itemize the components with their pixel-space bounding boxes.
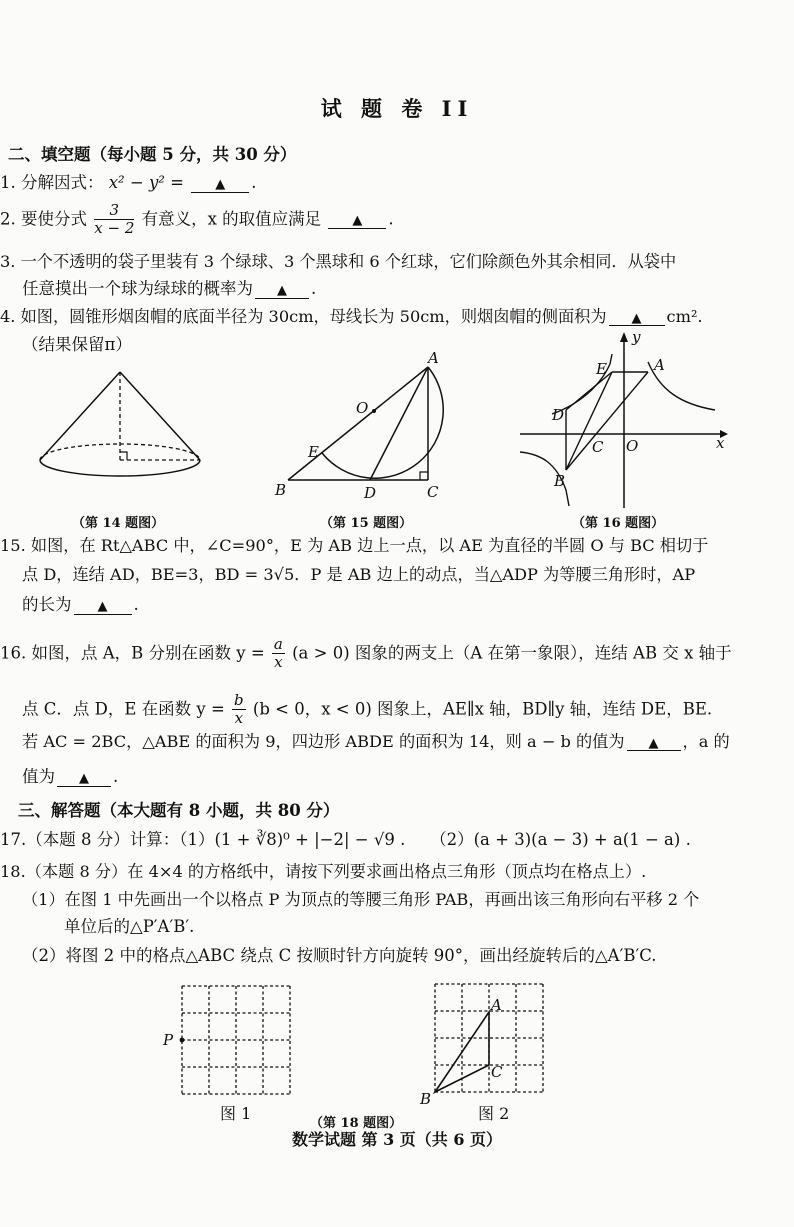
- q15-end: .: [133, 595, 139, 614]
- figure-16-caption: （第 16 题图）: [572, 516, 665, 531]
- blank-triangle-icon: ▲: [277, 283, 287, 298]
- fig15-label-C: C: [427, 483, 439, 501]
- fig16-label-y: y: [632, 328, 641, 346]
- blank-triangle-icon: ▲: [79, 771, 89, 786]
- q16-answer-blank-2: [57, 769, 111, 787]
- question-15-line1: 15. 如图，在 Rt△ABC 中，∠C=90°，E 为 AB 边上一点，以 AE 为直径的半圆 O 与 BC 相切于: [0, 536, 709, 555]
- blank-triangle-icon: ▲: [97, 599, 108, 614]
- fig18-label-C: C: [491, 1063, 503, 1081]
- question-16-line1: [0, 636, 732, 672]
- q16-text-3-end: ，a 的: [682, 732, 730, 751]
- figure-18-grid-2: [415, 980, 555, 1108]
- question-18-part1b: 单位后的△P′A′B′.: [64, 917, 195, 936]
- q15-answer-blank: [74, 597, 132, 615]
- figure-14-cone: [30, 360, 210, 500]
- q12-denominator: x − 2: [94, 219, 135, 238]
- q16-fraction-a: [272, 636, 285, 672]
- fig16-label-O: O: [626, 437, 639, 455]
- fig18-label-P: P: [163, 1031, 174, 1049]
- question-18-part2: （2）将图 2 中的格点△ABC 绕点 C 按顺时针方向旋转 90°，画出经旋转后的△A′B′C.: [22, 946, 657, 965]
- q16-fraction-b-numerator: b: [234, 691, 244, 709]
- q16-prefix: 16. 如图，点 A，B 分别在函数 y =: [0, 643, 265, 663]
- figure-18-grid-1: [160, 980, 300, 1098]
- figure-14-caption: （第 14 题图）: [72, 516, 165, 531]
- fig15-label-O: O: [356, 399, 369, 417]
- q11-prefix: 1. 分解因式：: [0, 173, 104, 192]
- fig16-label-D: D: [552, 406, 565, 424]
- question-16-line3: [22, 734, 730, 751]
- q14-answer-blank: [609, 309, 665, 326]
- fig16-label-A: A: [654, 356, 665, 374]
- question-17: 17.（本题 8 分）计算：（1）(1 + ∛8)⁰ + |−2| − √9 . （2）(a + 3)(a − 3) + a(1 − a) .: [0, 830, 691, 849]
- fig16-label-E: E: [596, 360, 607, 378]
- blank-triangle-icon: ▲: [648, 736, 659, 751]
- q11-expression: x² − y² =: [108, 173, 184, 192]
- figure-18-grid-2-caption: 图 2: [478, 1104, 510, 1123]
- q16-fraction-b-denominator: x: [234, 709, 244, 728]
- fig16-label-x: x: [716, 434, 725, 452]
- question-15-line2: 点 D，连结 AD，BE=3，BD = 3√5．P 是 AB 边上的动点，当△ADP 为等腰三角形时，AP: [22, 565, 696, 584]
- q16-fraction-a-denominator: x: [274, 653, 283, 672]
- question-12: [0, 202, 394, 238]
- fig16-label-B: B: [554, 472, 566, 490]
- q12-fraction: [94, 202, 134, 238]
- section-2-heading: 二、填空题（每小题 5 分，共 30 分）: [8, 145, 297, 164]
- q15-text: 的长为: [22, 595, 72, 614]
- blank-triangle-icon: ▲: [352, 213, 363, 229]
- fig15-label-E: E: [308, 443, 319, 461]
- question-18-line1: 18.（本题 8 分）在 4×4 的方格纸中，请按下列要求画出格点三角形（顶点均在格点上）.: [0, 862, 647, 881]
- q12-prefix: 2. 要使分式: [0, 209, 87, 229]
- section-3-heading: 三、解答题（本大题有 8 小题，共 80 分）: [18, 801, 340, 820]
- fig18-label-A: A: [491, 996, 502, 1014]
- q11-answer-blank: [191, 175, 249, 193]
- figure-15-semicircle: [270, 345, 470, 505]
- question-11: [0, 175, 257, 193]
- page-title: 试 题 卷 II: [320, 96, 474, 121]
- question-16-line2: [22, 692, 712, 728]
- q16-end: .: [113, 767, 119, 786]
- q16-text-4: 值为: [22, 767, 55, 786]
- q16-fraction-a-numerator: a: [273, 635, 283, 653]
- figure-18-caption: （第 18 题图）: [310, 1116, 403, 1131]
- question-15-line3: [22, 597, 139, 615]
- q16-text-1: (a > 0) 图象的两支上（A 在第一象限），连结 AB 交 x 轴于: [292, 643, 732, 663]
- q16-answer-blank-1: [627, 734, 681, 751]
- fig15-label-D: D: [364, 484, 377, 502]
- question-13-line2: [22, 281, 316, 299]
- figure-16-graph: [520, 330, 730, 510]
- q12-end: .: [388, 209, 394, 229]
- question-18-part1a: （1）在图 1 中先画出一个以格点 P 为顶点的等腰三角形 PAB，再画出该三角形向右平移 2 个: [22, 890, 700, 909]
- question-14-line2: （结果保留π）: [22, 335, 132, 354]
- question-14-line1: [0, 309, 703, 326]
- q12-numerator: 3: [94, 202, 134, 220]
- q16-fraction-b: [232, 692, 246, 728]
- blank-triangle-icon: ▲: [631, 311, 642, 326]
- q13-end: .: [311, 279, 317, 298]
- question-16-line4: [22, 769, 118, 787]
- figure-18-grid-1-caption: 图 1: [220, 1104, 252, 1123]
- q13-answer-blank: [255, 281, 309, 299]
- q12-answer-blank: [328, 211, 386, 229]
- q14-text: 4. 如图，圆锥形烟囱帽的底面半径为 30cm，母线长为 50cm，则烟囱帽的侧面积为: [0, 307, 607, 326]
- q13-text: 任意摸出一个球为绿球的概率为: [22, 279, 253, 298]
- fig15-label-A: A: [428, 349, 439, 367]
- blank-triangle-icon: ▲: [215, 177, 226, 192]
- question-13-line1: 3. 一个不透明的袋子里装有 3 个绿球、3 个黑球和 6 个红球，它们除颜色外其余相同．从袋中: [0, 252, 677, 271]
- fig18-label-B: B: [420, 1090, 432, 1108]
- fig16-label-C: C: [592, 438, 604, 456]
- q16-text-3: 若 AC = 2BC，△ABE 的面积为 9，四边形 ABDE 的面积为 14，则 a − b 的值为: [22, 732, 625, 751]
- q14-unit: cm².: [666, 307, 703, 326]
- q12-text: 有意义，x 的取值应满足: [141, 209, 322, 229]
- fig15-label-B: B: [275, 481, 287, 499]
- figure-15-caption: （第 15 题图）: [320, 516, 413, 531]
- q16-prefix-2: 点 C．点 D，E 在函数 y =: [22, 699, 225, 719]
- q16-text-2: (b < 0，x < 0) 图象上，AE∥x 轴，BD∥y 轴，连结 DE，BE.: [252, 699, 713, 719]
- q11-end: .: [251, 173, 257, 192]
- page-footer: 数学试题 第 3 页（共 6 页）: [291, 1130, 503, 1149]
